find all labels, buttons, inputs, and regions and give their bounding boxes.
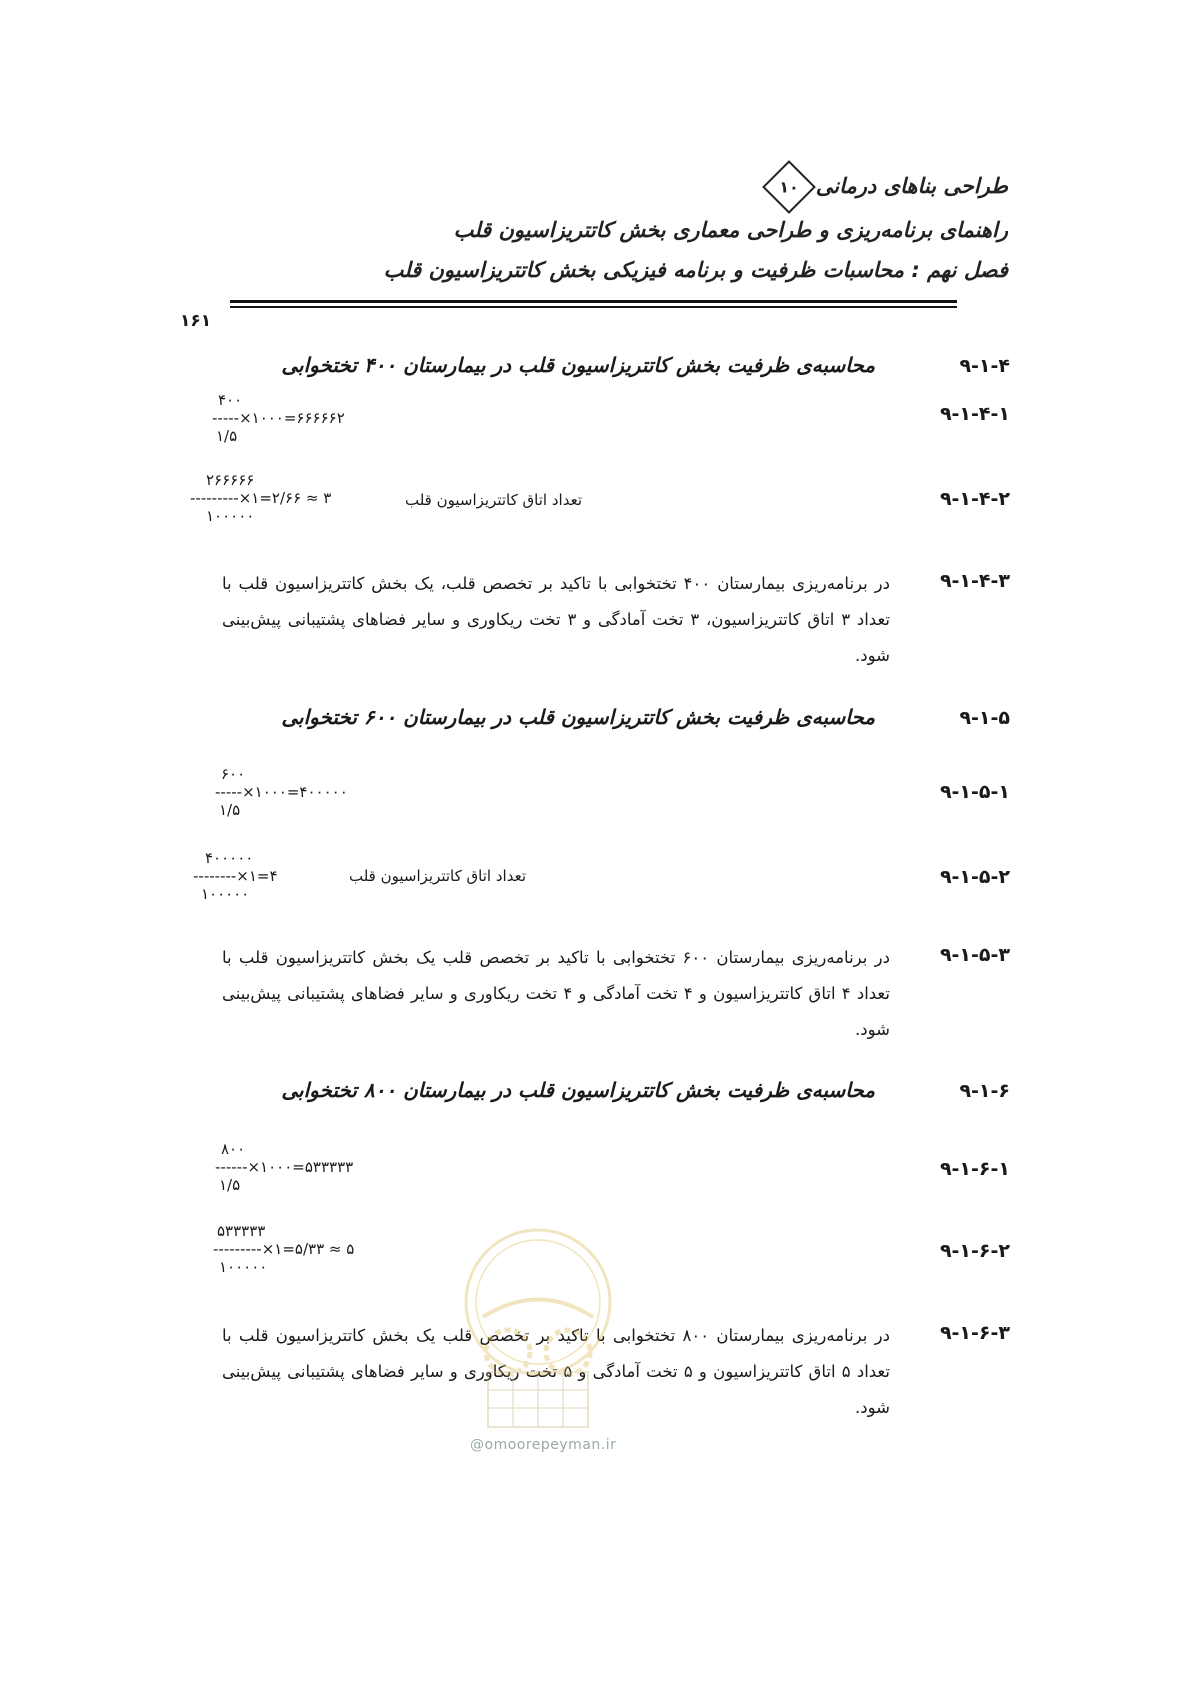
formula-numerator: ۴۰۰ bbox=[218, 391, 243, 409]
formula-label: تعداد اتاق کاتتریزاسیون قلب bbox=[348, 867, 526, 885]
section-number: ۹-۱-۶ bbox=[959, 1080, 1010, 1102]
volume-badge bbox=[762, 160, 816, 214]
item-number: ۹-۱-۶-۲ bbox=[939, 1240, 1010, 1262]
paragraph: در برنامه‌ریزی بیمارستان ۶۰۰ تختخوابی با تاکید بر تخصص قلب یک بخش کاتتریزاسیون قلب با تعداد ۴ اتاق کاتتریزاسیون و ۴ تخت آمادگی و ۴ تخت ریکاوری و سایر فضاهای پشتیبانی پیش‌بینی شود. bbox=[222, 948, 890, 1039]
formula bbox=[215, 1142, 353, 1193]
item-number: ۹-۱-۴-۳ bbox=[939, 570, 1010, 592]
header-rule bbox=[230, 300, 957, 303]
formula-body: --------×۱=۴ bbox=[193, 867, 278, 885]
item-number: ۹-۱-۴-۲ bbox=[939, 488, 1010, 510]
formula bbox=[215, 767, 348, 818]
item-number: ۹-۱-۵-۱ bbox=[939, 781, 1010, 803]
formula-body: ---------×۱=۲/۶۶ ≈ ۳ bbox=[190, 489, 332, 507]
item-number: ۹-۱-۶-۱ bbox=[939, 1158, 1010, 1180]
formula-body: -----×۱۰۰۰=۶۶۶۶۶۲ bbox=[212, 409, 345, 427]
item-number: ۹-۱-۶-۳ bbox=[939, 1322, 1010, 1344]
section-number: ۹-۱-۵ bbox=[959, 707, 1010, 729]
formula-body: ---------×۱=۵/۳۳ ≈ ۵ bbox=[213, 1240, 355, 1258]
section-title: محاسبه‌ی ظرفیت بخش کاتتریزاسیون قلب در بیمارستان ۴۰۰ تختخوابی bbox=[281, 353, 875, 377]
header-book-title bbox=[762, 168, 1008, 206]
formula bbox=[190, 473, 331, 524]
book-title: طراحی بناهای درمانی bbox=[815, 174, 1008, 198]
formula bbox=[193, 851, 278, 902]
formula-denominator: ۱/۵ bbox=[216, 427, 238, 445]
paragraph: در برنامه‌ریزی بیمارستان ۴۰۰ تختخوابی با تاکید بر تخصص قلب، یک بخش کاتتریزاسیون قلب با تعداد ۳ اتاق کاتتریزاسیون، ۳ تخت آمادگی و ۳ تخت ریکاوری و سایر فضاهای پشتیبانی پیش‌بینی شود. bbox=[222, 574, 890, 665]
header-chapter-title: فصل نهم : محاسبات ظرفیت و برنامه فیزیکی بخش کاتتریزاسیون قلب bbox=[383, 258, 1008, 282]
item-number: ۹-۱-۵-۲ bbox=[939, 866, 1010, 888]
formula-denominator: ۱۰۰۰۰۰ bbox=[206, 507, 255, 525]
formula bbox=[213, 1224, 354, 1275]
paragraph: در برنامه‌ریزی بیمارستان ۸۰۰ تختخوابی با تاکید بر تخصص قلب یک بخش کاتتریزاسیون قلب با تعداد ۵ اتاق کاتتریزاسیون و ۵ تخت آمادگی و ۵ تخت ریکاوری و سایر فضاهای پشتیبانی پیش‌بینی شود. bbox=[222, 1326, 890, 1417]
formula-body: -----×۱۰۰۰=۴۰۰۰۰۰ bbox=[215, 783, 348, 801]
formula-denominator: ۱/۵ bbox=[219, 1176, 241, 1194]
item-number: ۹-۱-۴-۱ bbox=[939, 403, 1010, 425]
formula-numerator: ۲۶۶۶۶۶ bbox=[206, 471, 255, 489]
formula bbox=[212, 393, 345, 444]
formula-numerator: ۸۰۰ bbox=[221, 1140, 246, 1158]
section-title: محاسبه‌ی ظرفیت بخش کاتتریزاسیون قلب در بیمارستان ۶۰۰ تختخوابی bbox=[281, 705, 875, 729]
watermark-logo bbox=[453, 1222, 623, 1442]
page-number: ۱۶۱ bbox=[180, 311, 212, 331]
formula-numerator: ۵۳۳۳۳۳ bbox=[217, 1222, 266, 1240]
header-guide-title: راهنمای برنامه‌ریزی و طراحی معماری بخش کاتتریزاسیون قلب bbox=[453, 218, 1008, 242]
item-number: ۹-۱-۵-۳ bbox=[939, 944, 1010, 966]
formula-denominator: ۱/۵ bbox=[219, 801, 241, 819]
section-number: ۹-۱-۴ bbox=[959, 355, 1010, 377]
formula-denominator: ۱۰۰۰۰۰ bbox=[219, 1258, 268, 1276]
watermark-url: @omoorepeyman.ir bbox=[470, 1437, 617, 1453]
formula-body: ------×۱۰۰۰=۵۳۳۳۳۳ bbox=[215, 1158, 354, 1176]
formula-numerator: ۴۰۰۰۰۰ bbox=[205, 849, 254, 867]
formula-numerator: ۶۰۰ bbox=[221, 765, 246, 783]
header-rule-thin bbox=[230, 306, 957, 308]
formula-denominator: ۱۰۰۰۰۰ bbox=[201, 885, 250, 903]
formula-label: تعداد اتاق کاتتریزاسیون قلب bbox=[404, 491, 582, 509]
section-title: محاسبه‌ی ظرفیت بخش کاتتریزاسیون قلب در بیمارستان ۸۰۰ تختخوابی bbox=[281, 1078, 875, 1102]
volume-number: ۱۰ bbox=[779, 177, 799, 197]
